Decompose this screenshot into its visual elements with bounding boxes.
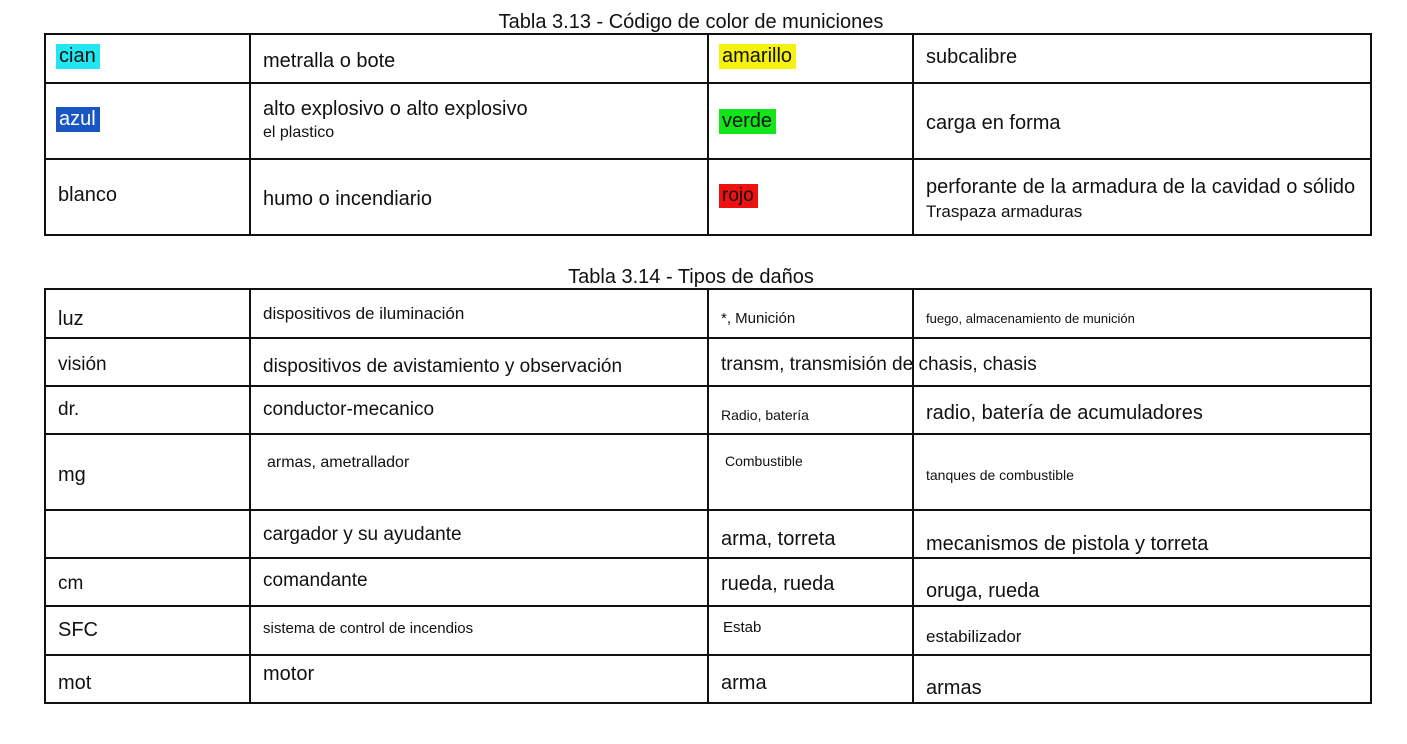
table-row (45, 606, 1371, 655)
cell-text: cm (58, 573, 84, 594)
table-cell (708, 655, 913, 703)
table-cell (913, 159, 1371, 235)
cell-subtext: el plastico (263, 124, 335, 141)
cell-text: dr. (58, 399, 80, 420)
table-cell (913, 606, 1371, 655)
table-row (45, 338, 1371, 386)
cell-text: visión (58, 354, 107, 375)
cell-text: carga en forma (926, 112, 1061, 134)
cell-text: transm, transmisión de chasis, chasis (721, 354, 1037, 375)
cell-text: Estab (723, 619, 762, 636)
table-cell (250, 159, 708, 235)
table-cell (913, 434, 1371, 510)
table-cell (913, 289, 1371, 338)
table-cell (250, 83, 708, 159)
table-cell (45, 655, 250, 703)
table-row (45, 434, 1371, 510)
color-swatch-label: verde (719, 109, 776, 134)
table-cell (250, 386, 708, 434)
table-cell (708, 434, 913, 510)
table-cell (708, 159, 913, 235)
cell-text: Combustible (725, 453, 803, 469)
table-cell (45, 386, 250, 434)
ammunition-color-code-table (44, 33, 1372, 236)
table-cell (45, 434, 250, 510)
table-cell (250, 510, 708, 558)
table-cell (708, 34, 913, 83)
cell-text: motor (263, 663, 315, 685)
table-3-14-caption: Tabla 3.14 - Tipos de daños (568, 266, 814, 288)
cell-text: cargador y su ayudante (263, 524, 462, 545)
table-cell (45, 510, 250, 558)
table-row (45, 510, 1371, 558)
cell-text: comandante (263, 570, 368, 591)
table-cell (913, 83, 1371, 159)
table-cell (250, 34, 708, 83)
table-cell (45, 606, 250, 655)
cell-text: fuego, almacenamiento de munición (926, 311, 1135, 326)
table-cell (250, 655, 708, 703)
table-cell (913, 655, 1371, 703)
table-cell (45, 159, 250, 235)
cell-text: sistema de control de incendios (263, 620, 474, 637)
cell-text: tanques de combustible (926, 467, 1074, 483)
table-cell (913, 558, 1371, 606)
color-swatch-label: cian (56, 44, 100, 69)
color-swatch-label: amarillo (719, 44, 796, 69)
table-cell (45, 338, 250, 386)
table-cell (913, 510, 1371, 558)
cell-text: *, Munición (721, 310, 796, 327)
table-row (45, 289, 1371, 338)
table-cell (45, 34, 250, 83)
table-cell (250, 558, 708, 606)
table-row (45, 558, 1371, 606)
cell-text: oruga, rueda (926, 580, 1040, 602)
table-cell (250, 338, 708, 386)
cell-text: metralla o bote (263, 50, 396, 72)
table-row (45, 83, 1371, 159)
table-row (45, 159, 1371, 235)
table-cell (708, 83, 913, 159)
cell-text: mg (58, 464, 86, 486)
cell-text: mecanismos de pistola y torreta (926, 533, 1209, 555)
table-cell (250, 289, 708, 338)
cell-text: armas, ametrallador (267, 454, 410, 471)
cell-text: arma (721, 672, 767, 694)
table-cell (45, 83, 250, 159)
cell-text: dispositivos de iluminación (263, 304, 465, 323)
color-swatch-label: azul (56, 107, 100, 132)
table-row (45, 34, 1371, 83)
table-cell (708, 558, 913, 606)
table-cell (708, 386, 913, 434)
table-cell (250, 434, 708, 510)
cell-text: alto explosivo o alto explosivo (263, 98, 528, 120)
table-cell (708, 510, 913, 558)
table-cell (708, 606, 913, 655)
table-row (45, 655, 1371, 703)
cell-text: arma, torreta (721, 528, 836, 550)
table-cell (708, 338, 1037, 386)
cell-text: conductor-mecanico (263, 399, 435, 420)
table-cell (45, 558, 250, 606)
cell-text: luz (58, 308, 84, 330)
cell-text: armas (926, 677, 982, 699)
cell-text: dispositivos de avistamiento y observación (263, 356, 623, 377)
table-cell (708, 289, 913, 338)
color-swatch-label: rojo (719, 184, 758, 208)
cell-text: Radio, batería (721, 407, 809, 423)
cell-text: blanco (58, 184, 117, 206)
cell-text: humo o incendiario (263, 188, 432, 210)
table-cell (913, 338, 1371, 386)
cell-text: estabilizador (926, 627, 1022, 646)
cell-subtext: Traspaza armaduras (926, 202, 1083, 221)
cell-text: subcalibre (926, 46, 1018, 68)
cell-text: mot (58, 672, 92, 694)
table-row (45, 386, 1371, 434)
table-cell (45, 289, 250, 338)
damage-types-table (44, 288, 1372, 704)
table-3-13-caption: Tabla 3.13 - Código de color de municiones (498, 11, 884, 33)
cell-text: radio, batería de acumuladores (926, 402, 1203, 424)
table-cell (913, 34, 1371, 83)
table-cell (913, 386, 1371, 434)
table-cell (250, 606, 708, 655)
cell-text: rueda, rueda (721, 573, 835, 595)
cell-text: SFC (58, 619, 98, 641)
cell-text: perforante de la armadura de la cavidad o sólido (926, 176, 1356, 198)
